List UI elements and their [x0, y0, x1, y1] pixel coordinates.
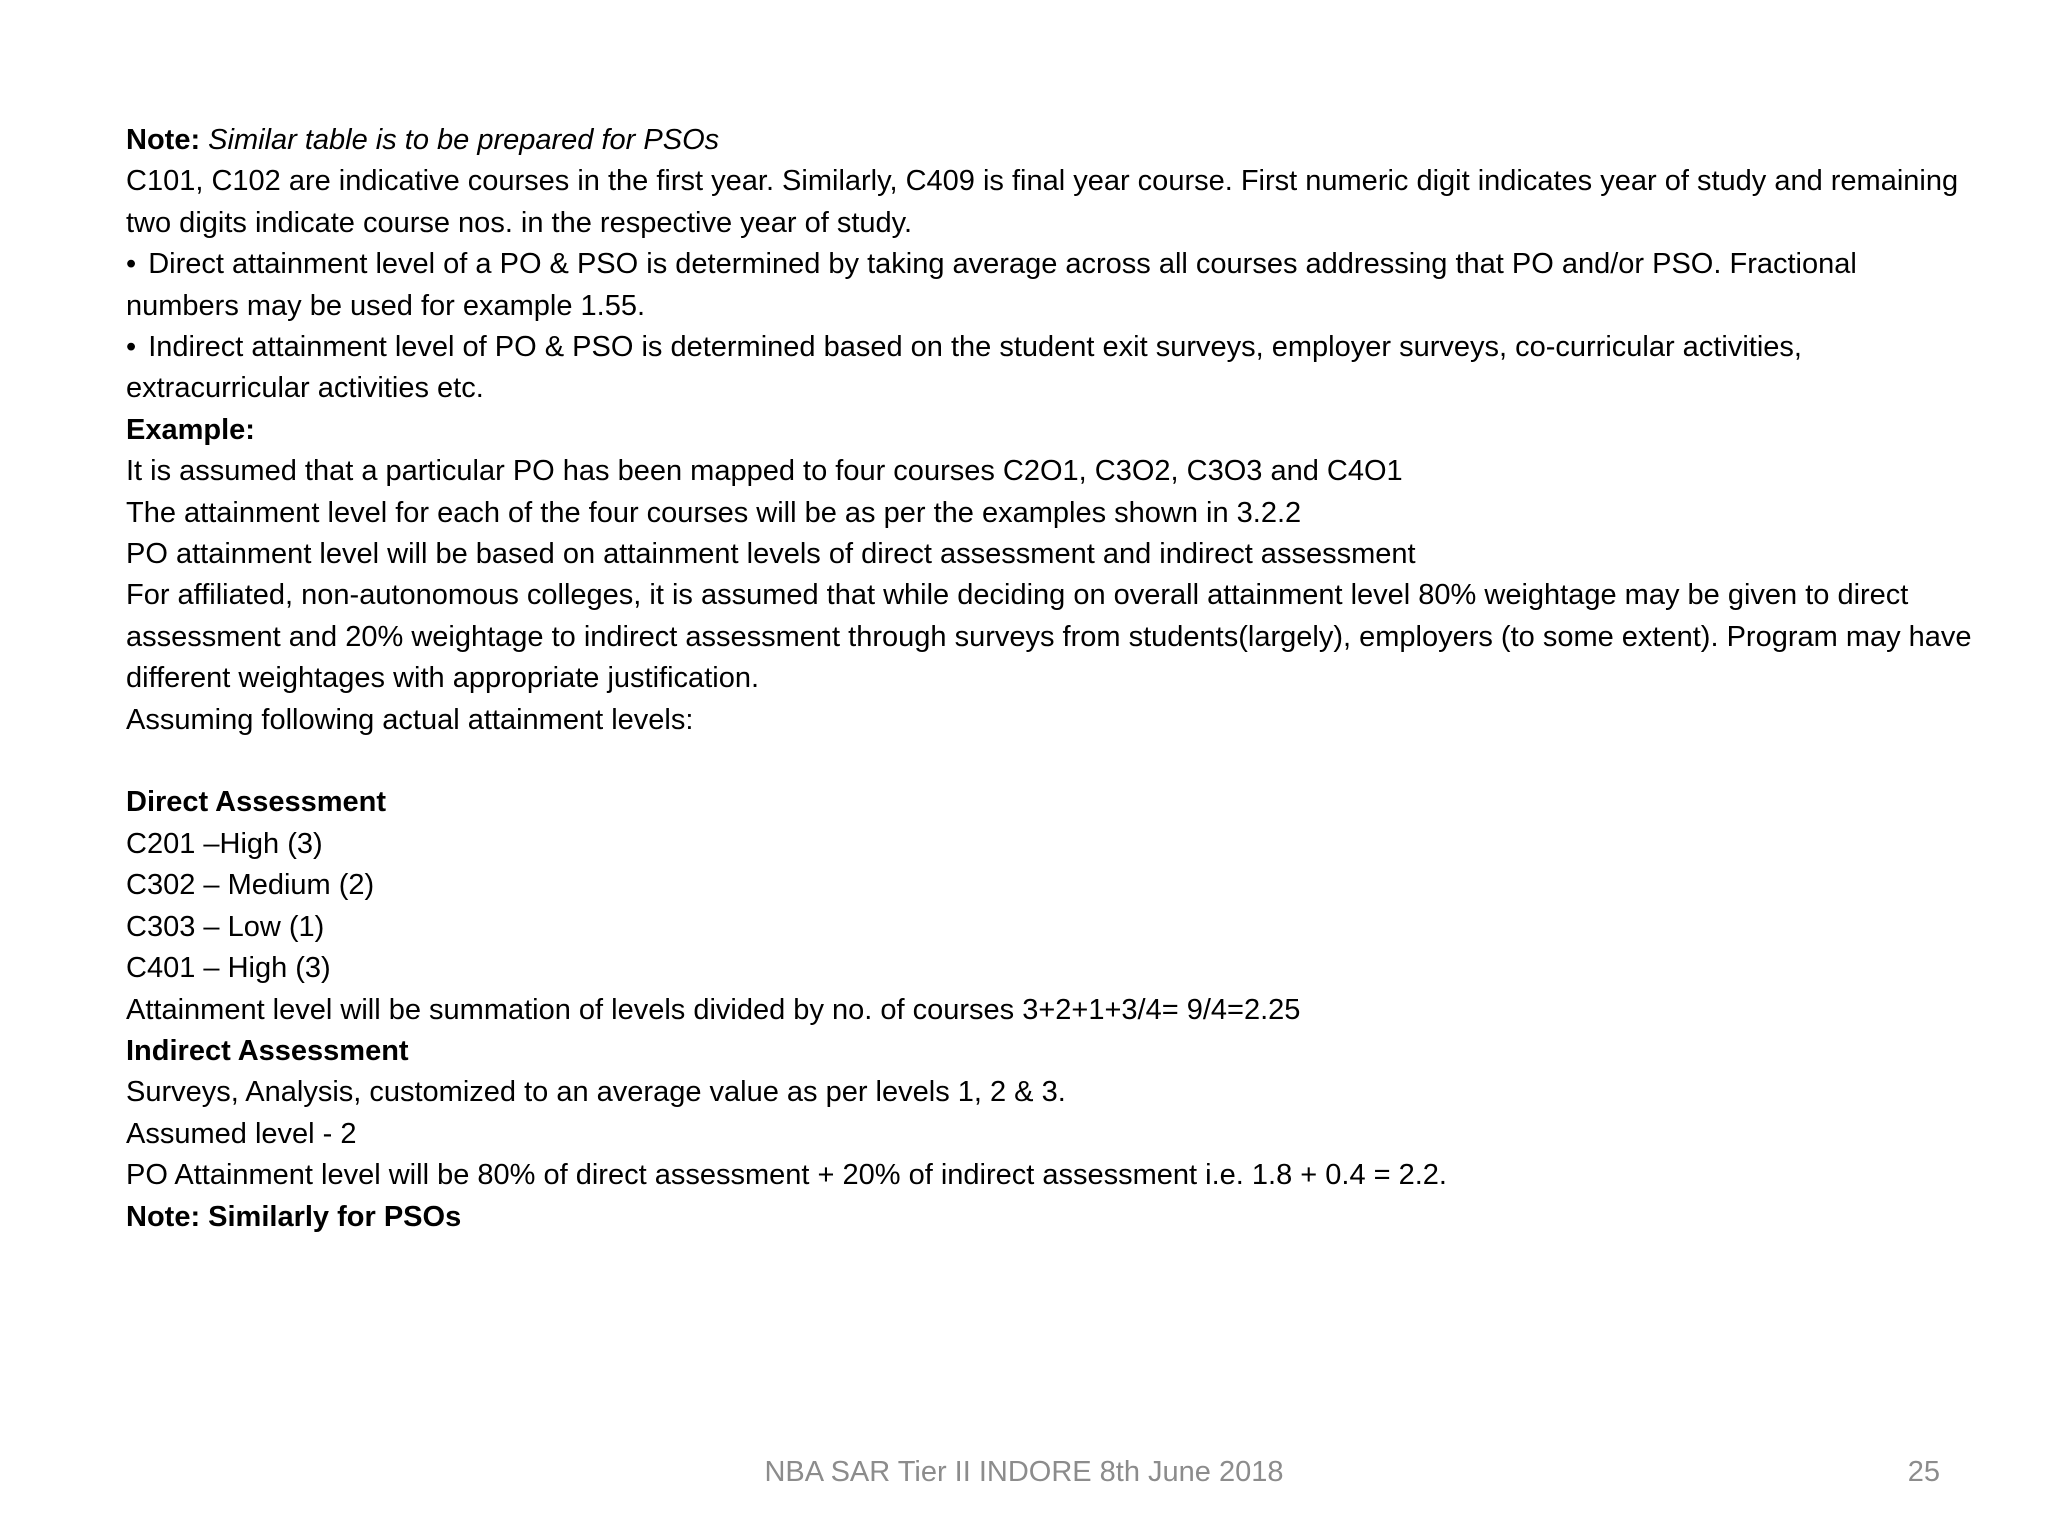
bullet-dot-icon: •: [126, 331, 137, 364]
bullet-dot-icon: •: [126, 248, 137, 281]
example-weightage: For affiliated, non-autonomous colleges, it is assumed that while deciding on overall attainment level 80% weightage may be given to direct assessment and 20% weightage to indirect assessment through surveys from students(largely), employers (to some extent). Program may have different weightages with appropriate justification.: [126, 579, 1972, 695]
indirect-surveys: Surveys, Analysis, customized to an average value as per levels 1, 2 & 3.: [126, 1076, 1066, 1109]
example-assuming: Assuming following actual attainment levels:: [126, 703, 694, 736]
bullet-indirect: [126, 327, 1976, 410]
example-line-mapping: It is assumed that a particular PO has been mapped to four courses C2O1, C3O2, C3O3 and C4O1: [126, 455, 1403, 488]
slide-body: [126, 120, 1976, 1238]
page-number: 25: [1907, 1456, 1940, 1488]
direct-course-c303: C303 – Low (1): [126, 910, 325, 943]
bullet-indirect-text: Indirect attainment level of PO & PSO is determined based on the student exit surveys, employer surveys, co-curricular activities, extracurricular activities etc.: [126, 331, 1802, 405]
spacer: [126, 741, 1976, 782]
footer-text: NBA SAR Tier II INDORE 8th June 2018: [764, 1456, 1284, 1488]
example-heading: Example:: [126, 413, 255, 446]
note-top-text: Similar table is to be prepared for PSOs: [208, 124, 720, 156]
direct-assessment-heading: Direct Assessment: [126, 786, 387, 819]
direct-summary: Attainment level will be summation of levels divided by no. of courses 3+2+1+3/4= 9/4=2.25: [126, 993, 1301, 1026]
indirect-assessment-heading: Indirect Assessment: [126, 1034, 409, 1067]
indirect-assumed-level: Assumed level - 2: [126, 1117, 357, 1150]
direct-course-c401: C401 – High (3): [126, 952, 331, 985]
direct-course-c302: C302 – Medium (2): [126, 869, 375, 902]
direct-course-c201: C201 –High (3): [126, 827, 323, 860]
example-line-basis: PO attainment level will be based on attainment levels of direct assessment and indirect assessment: [126, 538, 1416, 571]
bullet-direct: [126, 244, 1976, 327]
note-bottom: Note: Similarly for PSOs: [126, 1200, 462, 1233]
note-top-label: Note:: [126, 124, 201, 156]
intro-paragraph: C101, C102 are indicative courses in the first year. Similarly, C409 is final year course. First numeric digit indicates year of study and remaining two digits indicate course nos. in the respective year of study.: [126, 165, 1959, 239]
bullet-direct-text: Direct attainment level of a PO & PSO is determined by taking average across all courses addressing that PO and/or PSO. Fractional numbers may be used for example 1.55.: [126, 248, 1857, 322]
example-line-levels: The attainment level for each of the four courses will be as per the examples shown in 3.2.2: [126, 496, 1302, 529]
po-attainment-formula: PO Attainment level will be 80% of direct assessment + 20% of indirect assessment i.e. 1.8 + 0.4 = 2.2.: [126, 1159, 1447, 1192]
note-top: [126, 120, 1976, 161]
